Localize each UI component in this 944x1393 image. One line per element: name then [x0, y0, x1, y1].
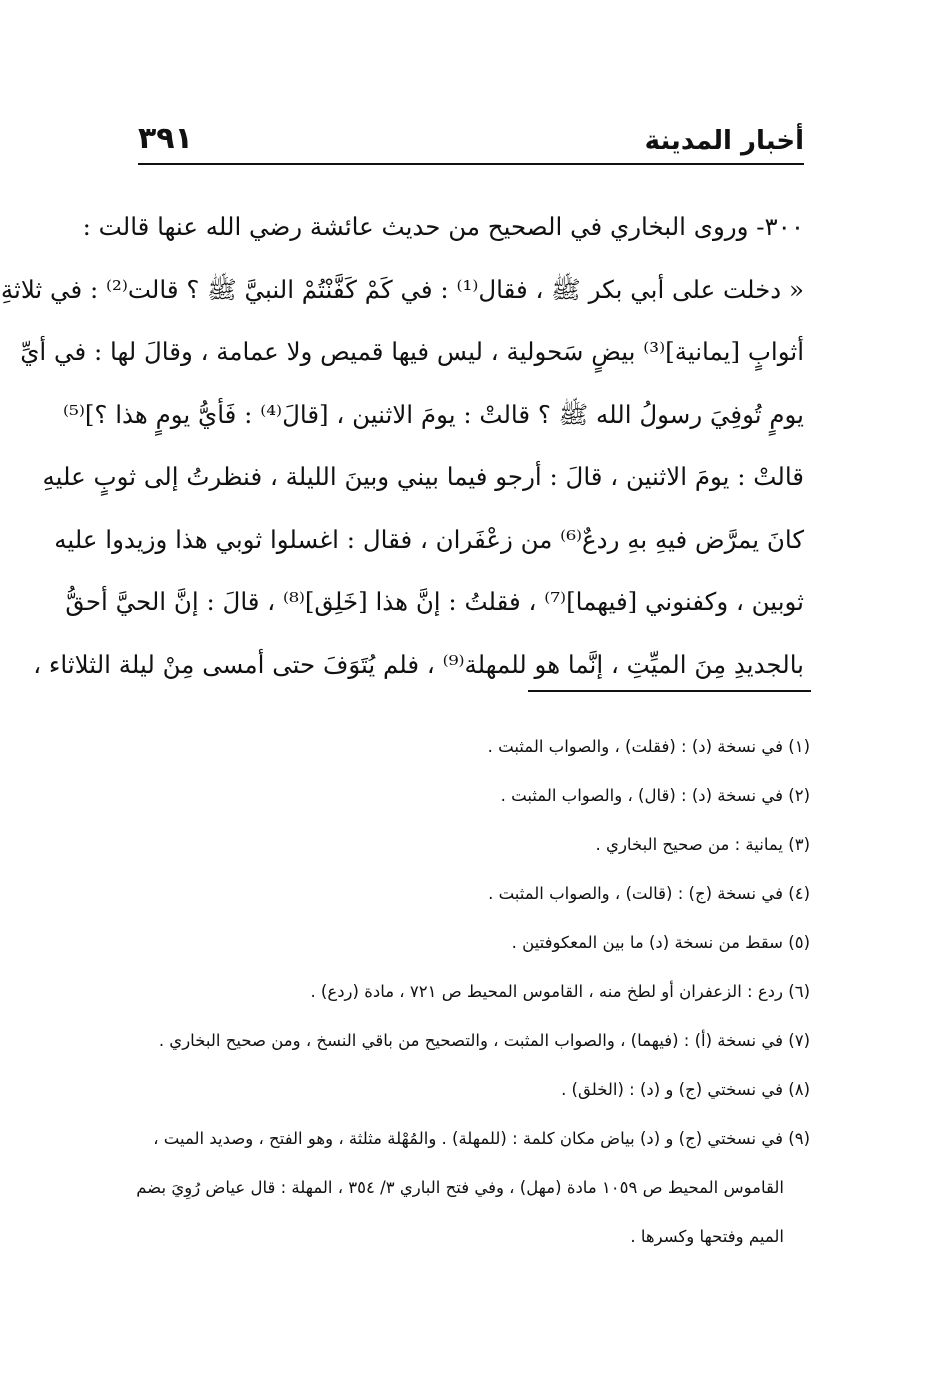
running-title: أخبار المدينة	[644, 126, 804, 156]
footnote: (٢) في نسخة (د) : (قال) ، والصواب المثبت .	[500, 786, 810, 805]
text-line: ٣٠٠- وروى البخاري في الصحيح من حديث عائشة رضي الله عنها قالت :	[82, 212, 804, 241]
header-rule	[138, 163, 804, 165]
page-number: ٣٩١	[138, 121, 193, 156]
footnote: (٣) يمانية : من صحيح البخاري .	[595, 835, 810, 854]
text-line: « دخلت على أبي بكر ﷺ ، فقال⁽¹⁾ : في كَمْ كَفَّنْتُمْ النبيَّ ﷺ ؟ قالت⁽²⁾ : في ثلاثةِ	[0, 274, 804, 304]
text-line: كانَ يمرَّض فيهِ بهِ ردعٌ⁽⁶⁾ من زعْفَران ، فقال : اغسلوا ثوبي هذا وزيدوا عليه	[54, 524, 804, 554]
text-line: بالجديدِ مِنَ الميِّتِ ، إنَّما هو للمهلة⁽⁹⁾ ، فلم يُتَوَفَ حتى أمسى مِنْ ليلة الثلاثاء ،	[33, 649, 804, 679]
footnote: (١) في نسخة (د) : (فقلت) ، والصواب المثبت .	[487, 737, 810, 756]
footnote: (٥) سقط من نسخة (د) ما بين المعكوفتين .	[511, 933, 810, 952]
text-line: قالتْ : يومَ الاثنين ، قالَ : أرجو فيما بيني وبينَ الليلة ، فنظرتُ إلى ثوبٍ عليهِ	[42, 462, 804, 491]
footnote: (٩) في نسختي (ج) و (د) بياض مكان كلمة : (للمهلة) . والمُهْلة مثلثة ، وهو الفتح ، وصديد الميت ،	[153, 1129, 810, 1148]
footnote-continuation: الميم وفتحها وكسرها .	[630, 1227, 784, 1246]
footnote: (٤) في نسخة (ج) : (قالت) ، والصواب المثبت .	[488, 884, 810, 903]
running-head	[138, 118, 804, 162]
footnote-continuation: القاموس المحيط ص ١٠٥٩ مادة (مهل) ، وفي فتح الباري ٣/ ٣٥٤ ، المهلة : قال عياض رُوِيَ بضم	[136, 1178, 784, 1197]
footnotes	[136, 722, 810, 1261]
footnote: (٨) في نسختي (ج) و (د) : (الخلق) .	[561, 1080, 810, 1099]
footnote: (٧) في نسخة (أ) : (فيهما) ، والصواب المثبت ، والتصحيح من باقي النسخ ، ومن صحيح البخاري .	[158, 1031, 810, 1050]
text-line: ثوبين ، وكفنوني [فيهما]⁽⁷⁾ ، فقلتُ : إنَّ هذا [خَلِق]⁽⁸⁾ ، قالَ : إنَّ الحيَّ أحقُّ	[65, 587, 804, 616]
text-line: أثوابٍ [يمانية]⁽³⁾ بيضٍ سَحولية ، ليس فيها قميص ولا عمامة ، وقالَ لها : في أيِّ	[20, 337, 804, 366]
text-line: يومٍ تُوفِيَ رسولُ الله ﷺ ؟ قالتْ : يومَ الاثنين ، [قالَ⁽⁴⁾ : فَأيُّ يومٍ هذا ؟]⁽⁵⁾	[62, 399, 804, 429]
footnote-rule	[528, 690, 811, 692]
main-text	[0, 196, 804, 696]
footnote: (٦) ردع : الزعفران أو لطخ منه ، القاموس المحيط ص ٧٢١ ، مادة (ردع) .	[310, 982, 810, 1001]
